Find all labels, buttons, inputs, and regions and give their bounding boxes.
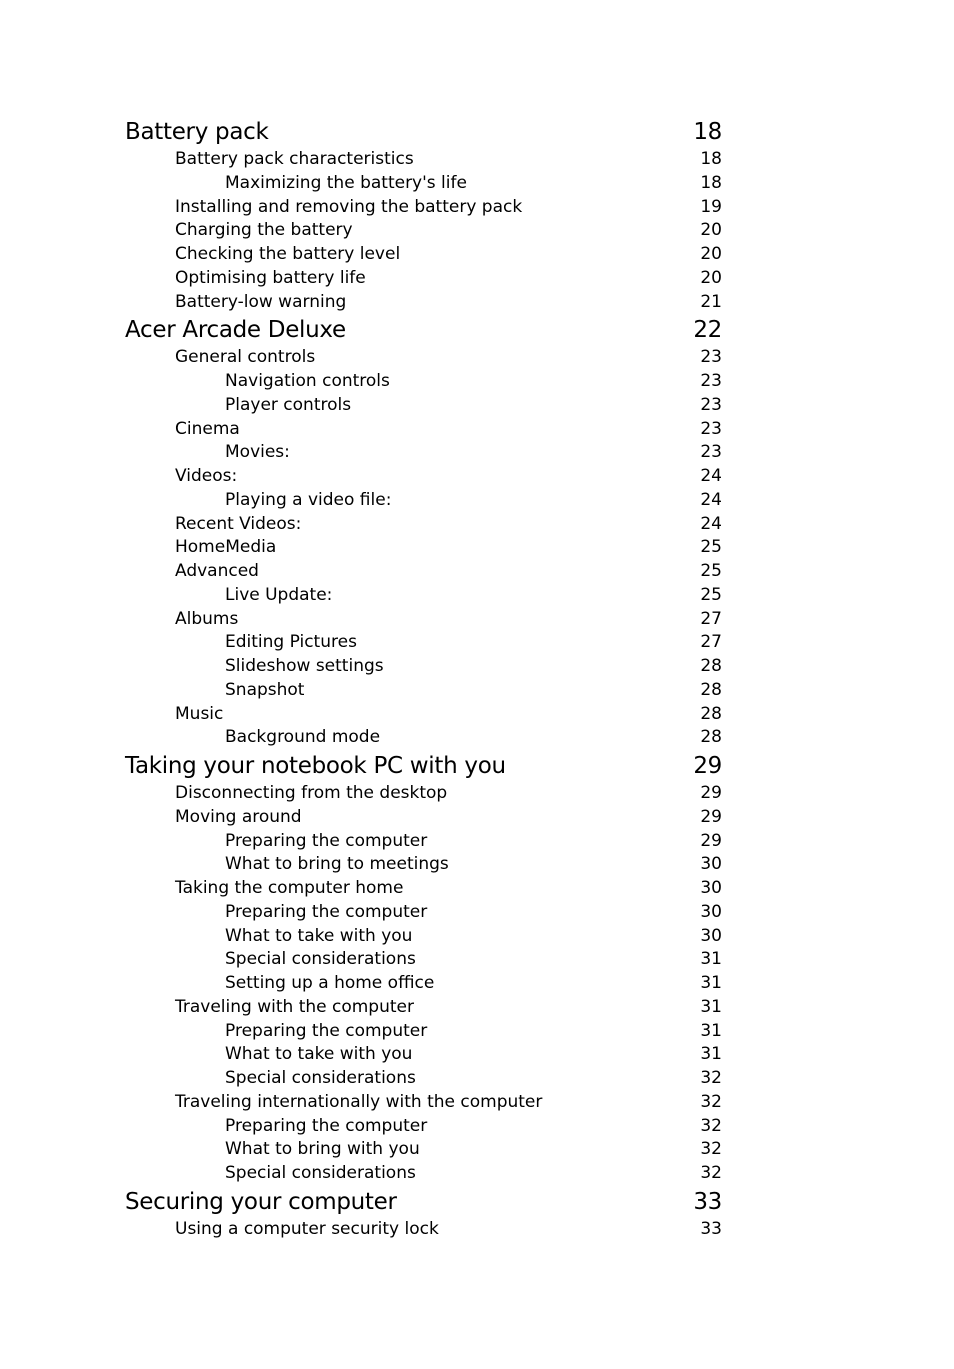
toc-page-number: 32 bbox=[700, 1068, 722, 1088]
toc-section[interactable] bbox=[125, 608, 722, 632]
toc-page-number: 32 bbox=[700, 1115, 722, 1136]
toc-chapter[interactable] bbox=[125, 1186, 722, 1218]
toc-section[interactable] bbox=[125, 1091, 722, 1115]
toc-section[interactable] bbox=[125, 243, 722, 267]
toc-subsection[interactable] bbox=[125, 1043, 722, 1067]
toc-entry-title: What to bring with you bbox=[225, 1139, 420, 1160]
toc-page-number: 32 bbox=[700, 1163, 722, 1183]
toc-page-number: 20 bbox=[700, 267, 722, 288]
toc-entry-title: General controls bbox=[175, 347, 316, 368]
toc-entry-title: Checking the battery level bbox=[175, 244, 401, 264]
toc-page-number: 32 bbox=[700, 1091, 722, 1112]
toc-page-number: 28 bbox=[700, 656, 722, 676]
toc-section[interactable] bbox=[125, 782, 722, 806]
toc-page-number: 29 bbox=[693, 753, 722, 779]
toc-subsection[interactable] bbox=[125, 853, 722, 877]
toc-entry-title: Traveling with the computer bbox=[175, 996, 414, 1017]
toc-chapter[interactable] bbox=[125, 314, 722, 346]
toc-page-number: 23 bbox=[700, 347, 722, 368]
toc-page-number: 31 bbox=[700, 973, 722, 993]
toc-subsection[interactable] bbox=[125, 948, 722, 972]
toc-entry-title: Moving around bbox=[175, 806, 302, 827]
table-of-contents bbox=[125, 116, 722, 1242]
toc-entry-title: Disconnecting from the desktop bbox=[175, 783, 448, 803]
toc-subsection[interactable] bbox=[125, 394, 722, 418]
toc-entry-title: Player controls bbox=[225, 394, 352, 415]
toc-page-number: 33 bbox=[700, 1218, 722, 1239]
toc-page-number: 30 bbox=[700, 901, 722, 922]
toc-entry-title: Preparing the computer bbox=[225, 1115, 428, 1136]
toc-entry-title: Battery pack bbox=[125, 119, 269, 145]
toc-page-number: 24 bbox=[700, 489, 722, 510]
toc-page-number: 21 bbox=[700, 291, 722, 312]
toc-entry-title: Live Update: bbox=[225, 584, 333, 605]
toc-section[interactable] bbox=[125, 1218, 722, 1242]
toc-page-number: 24 bbox=[700, 466, 722, 486]
toc-page-number: 30 bbox=[700, 854, 722, 875]
toc-entry-title: Traveling internationally with the computer bbox=[175, 1091, 543, 1112]
toc-entry-title: What to take with you bbox=[225, 925, 413, 946]
toc-subsection[interactable] bbox=[125, 441, 722, 465]
toc-section[interactable] bbox=[125, 536, 722, 560]
toc-entry-title: Slideshow settings bbox=[225, 656, 384, 676]
toc-entry-title: Optimising battery life bbox=[175, 267, 366, 288]
toc-page-number: 29 bbox=[700, 830, 722, 851]
toc-page-number: 28 bbox=[700, 727, 722, 748]
toc-entry-title: Special considerations bbox=[225, 949, 416, 970]
toc-page-number: 31 bbox=[700, 949, 722, 970]
toc-chapter[interactable] bbox=[125, 116, 722, 148]
toc-section[interactable] bbox=[125, 418, 722, 442]
toc-section[interactable] bbox=[125, 513, 722, 537]
toc-entry-title: HomeMedia bbox=[175, 537, 277, 558]
toc-section[interactable] bbox=[125, 996, 722, 1020]
toc-entry-title: Navigation controls bbox=[225, 371, 390, 391]
toc-subsection[interactable] bbox=[125, 972, 722, 996]
toc-entry-title: Advanced bbox=[175, 561, 259, 581]
toc-entry-title: Special considerations bbox=[225, 1163, 416, 1183]
toc-page-number: 25 bbox=[700, 537, 722, 558]
toc-entry-title: Setting up a home office bbox=[225, 973, 435, 993]
toc-entry-title: Preparing the computer bbox=[225, 830, 428, 851]
toc-entry-title: Cinema bbox=[175, 418, 240, 439]
toc-entry-title: Recent Videos: bbox=[175, 513, 302, 534]
toc-subsection[interactable] bbox=[125, 679, 722, 703]
toc-page-number: 18 bbox=[700, 149, 722, 169]
toc-entry-title: Movies: bbox=[225, 442, 290, 463]
toc-section[interactable] bbox=[125, 877, 722, 901]
toc-page-number: 31 bbox=[700, 996, 722, 1017]
toc-entry-title: Special considerations bbox=[225, 1068, 416, 1088]
toc-subsection[interactable] bbox=[125, 584, 722, 608]
toc-page-number: 27 bbox=[700, 632, 722, 653]
toc-entry-title: Battery-low warning bbox=[175, 291, 347, 312]
toc-subsection[interactable] bbox=[125, 1067, 722, 1091]
toc-section[interactable] bbox=[125, 267, 722, 291]
toc-page-number: 18 bbox=[693, 119, 722, 145]
toc-subsection[interactable] bbox=[125, 726, 722, 750]
toc-entry-title: Music bbox=[175, 703, 224, 724]
toc-page-number: 20 bbox=[700, 220, 722, 241]
toc-page-number: 22 bbox=[693, 317, 722, 344]
toc-subsection[interactable] bbox=[125, 1138, 722, 1162]
toc-section[interactable] bbox=[125, 291, 722, 315]
toc-chapter[interactable] bbox=[125, 750, 722, 782]
toc-page-number: 30 bbox=[700, 925, 722, 946]
toc-section[interactable] bbox=[125, 148, 722, 172]
toc-entry-title: Using a computer security lock bbox=[175, 1218, 439, 1239]
toc-page-number: 25 bbox=[700, 561, 722, 581]
toc-page-number: 23 bbox=[700, 442, 722, 463]
toc-subsection[interactable] bbox=[125, 830, 722, 854]
toc-entry-title: Charging the battery bbox=[175, 220, 353, 241]
toc-subsection[interactable] bbox=[125, 172, 722, 196]
toc-page-number: 25 bbox=[700, 584, 722, 605]
toc-entry-title: Installing and removing the battery pack bbox=[175, 196, 523, 217]
toc-section[interactable] bbox=[125, 465, 722, 489]
toc-page-number: 18 bbox=[700, 172, 722, 193]
toc-entry-title: Taking your notebook PC with you bbox=[125, 753, 506, 779]
toc-page-number: 29 bbox=[700, 806, 722, 827]
toc-entry-title: Albums bbox=[175, 608, 239, 629]
toc-section[interactable] bbox=[125, 560, 722, 584]
toc-subsection[interactable] bbox=[125, 1162, 722, 1186]
toc-entry-title: Background mode bbox=[225, 727, 381, 748]
toc-entry-title: Acer Arcade Deluxe bbox=[125, 317, 346, 344]
toc-section[interactable] bbox=[125, 196, 722, 220]
toc-page-number: 29 bbox=[700, 783, 722, 803]
toc-page-number: 20 bbox=[700, 244, 722, 264]
toc-subsection[interactable] bbox=[125, 901, 722, 925]
toc-entry-title: Snapshot bbox=[225, 679, 305, 700]
toc-entry-title: Securing your computer bbox=[125, 1188, 397, 1215]
toc-page-number: 23 bbox=[700, 418, 722, 439]
toc-entry-title: Battery pack characteristics bbox=[175, 149, 414, 169]
toc-entry-title: What to bring to meetings bbox=[225, 854, 449, 875]
toc-section[interactable] bbox=[125, 346, 722, 370]
toc-section[interactable] bbox=[125, 219, 722, 243]
toc-entry-title: Editing Pictures bbox=[225, 632, 357, 653]
toc-entry-title: Preparing the computer bbox=[225, 1020, 428, 1041]
toc-page-number: 28 bbox=[700, 703, 722, 724]
toc-page-number: 23 bbox=[700, 394, 722, 415]
toc-subsection[interactable] bbox=[125, 631, 722, 655]
toc-entry-title: Playing a video file: bbox=[225, 489, 392, 510]
toc-subsection[interactable] bbox=[125, 1020, 722, 1044]
toc-entry-title: Videos: bbox=[175, 466, 238, 486]
toc-subsection[interactable] bbox=[125, 1115, 722, 1139]
toc-page-number: 33 bbox=[693, 1188, 722, 1215]
toc-entry-title: Taking the computer home bbox=[175, 878, 404, 898]
toc-section[interactable] bbox=[125, 806, 722, 830]
toc-page-number: 31 bbox=[700, 1020, 722, 1041]
toc-page-number: 27 bbox=[700, 608, 722, 629]
toc-page-number: 30 bbox=[700, 878, 722, 898]
toc-entry-title: What to take with you bbox=[225, 1044, 413, 1065]
toc-entry-title: Maximizing the battery's life bbox=[225, 172, 467, 193]
toc-page-number: 32 bbox=[700, 1139, 722, 1160]
toc-page-number: 23 bbox=[700, 371, 722, 391]
toc-page-number: 24 bbox=[700, 513, 722, 534]
toc-subsection[interactable] bbox=[125, 925, 722, 949]
toc-subsection[interactable] bbox=[125, 370, 722, 394]
toc-page-number: 31 bbox=[700, 1044, 722, 1065]
toc-page-number: 28 bbox=[700, 679, 722, 700]
toc-section[interactable] bbox=[125, 703, 722, 727]
toc-subsection[interactable] bbox=[125, 489, 722, 513]
toc-subsection[interactable] bbox=[125, 655, 722, 679]
toc-entry-title: Preparing the computer bbox=[225, 901, 428, 922]
toc-page-number: 19 bbox=[700, 196, 722, 217]
